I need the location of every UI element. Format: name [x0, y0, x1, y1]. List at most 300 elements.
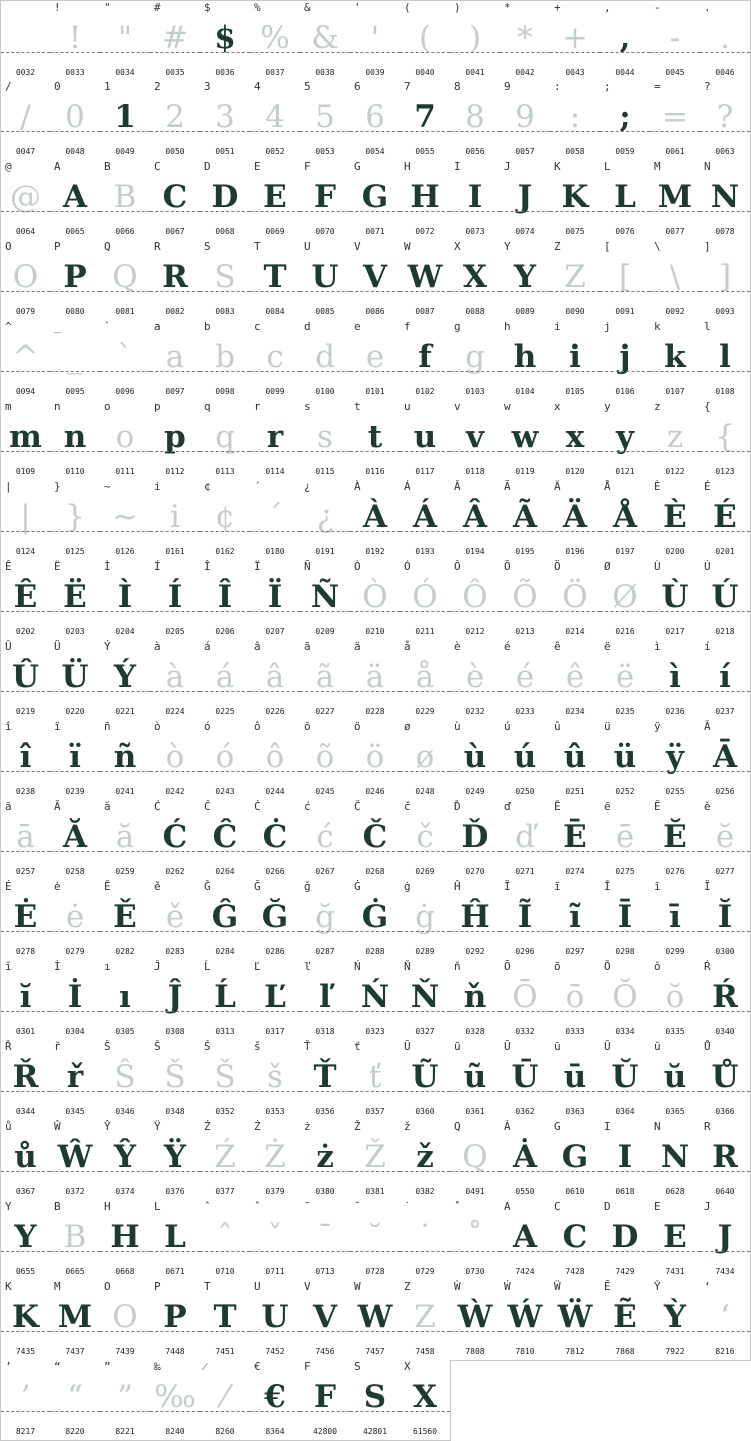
- glyph-preview: Ŷ: [113, 1139, 137, 1175]
- glyph-preview: *: [517, 20, 533, 56]
- glyph-character-label: ]: [704, 240, 711, 253]
- baseline-guide: [50, 211, 100, 212]
- glyph-character-label: (: [404, 1, 411, 14]
- glyph-character-label: ć: [304, 800, 311, 813]
- glyph-character-label: Ď: [454, 800, 461, 813]
- glyph-character-label: ī: [654, 880, 661, 893]
- baseline-guide: [50, 931, 100, 932]
- glyph-code: 0047: [15, 147, 36, 156]
- glyph-code: 0041: [465, 68, 485, 77]
- glyph-preview: ü: [613, 739, 637, 775]
- glyph-character-label: ň: [454, 960, 461, 973]
- baseline-guide: [250, 1011, 300, 1012]
- glyph-character-label: Ö: [554, 560, 561, 573]
- glyph-cell: [300, 1120, 351, 1201]
- glyph-character-label: Y: [504, 240, 511, 253]
- glyph-character-label: D: [604, 1200, 611, 1213]
- glyph-cell: [300, 0, 351, 81]
- baseline-guide: [550, 211, 600, 212]
- glyph-cell: [600, 1040, 651, 1121]
- glyph-cell: [450, 1280, 501, 1361]
- glyph-character-label: R: [704, 1120, 711, 1133]
- glyph-cell: [150, 80, 201, 161]
- glyph-cell: [50, 800, 101, 881]
- glyph-preview: ": [117, 20, 133, 56]
- glyph-character-label: Ỳ: [654, 1280, 661, 1293]
- baseline-guide: [50, 691, 100, 692]
- glyph-character-label: Ľ: [254, 960, 261, 973]
- glyph-preview: Q: [462, 1139, 488, 1175]
- glyph-preview: ı: [119, 979, 131, 1015]
- glyph-code: 0077: [665, 227, 685, 236]
- baseline-guide: [300, 371, 350, 372]
- glyph-preview: +: [562, 20, 588, 56]
- glyph-preview: ġ: [415, 899, 435, 935]
- glyph-code: 0340: [715, 1027, 735, 1036]
- glyph-code: 0108: [715, 387, 735, 396]
- glyph-preview: õ: [315, 739, 335, 775]
- glyph-code: 0259: [115, 867, 135, 876]
- glyph-cell: [650, 1040, 701, 1121]
- glyph-preview: Ì: [117, 579, 133, 615]
- baseline-guide: [500, 1091, 550, 1092]
- glyph-cell: [650, 800, 701, 881]
- glyph-cell: [250, 480, 301, 561]
- glyph-preview: ù: [463, 739, 487, 775]
- glyph-cell: [200, 400, 251, 481]
- baseline-guide: [400, 1091, 450, 1092]
- glyph-preview: :: [569, 99, 581, 135]
- glyph-character-label: Ċ: [254, 800, 261, 813]
- glyph-character-label: û: [554, 720, 561, 733]
- glyph-cell: [300, 960, 351, 1041]
- glyph-preview: ż: [316, 1139, 334, 1175]
- baseline-guide: [400, 531, 450, 532]
- baseline-guide: [1, 1251, 50, 1252]
- glyph-preview: s: [317, 419, 333, 455]
- glyph-cell: [50, 640, 101, 721]
- glyph-preview: Ŵ: [57, 1139, 93, 1175]
- baseline-guide: [250, 1091, 300, 1092]
- glyph-character-label: ë: [604, 640, 611, 653]
- glyph-preview: C: [162, 179, 188, 215]
- glyph-code: 0242: [165, 787, 185, 796]
- glyph-cell: [600, 0, 651, 81]
- glyph-character-label: Ĺ: [204, 960, 211, 973]
- baseline-guide: [450, 1091, 500, 1092]
- glyph-code: 0111: [115, 467, 135, 476]
- glyph-character-label: ù: [454, 720, 461, 733]
- glyph-preview: Ċ: [262, 819, 288, 855]
- glyph-code: 0082: [165, 307, 185, 316]
- baseline-guide: [1, 52, 50, 53]
- glyph-preview: Á: [412, 499, 438, 535]
- glyph-character-label: l: [704, 320, 711, 333]
- glyph-character-label: å: [404, 640, 411, 653]
- glyph-preview: ê: [565, 659, 585, 695]
- baseline-guide: [400, 1331, 450, 1332]
- glyph-preview: Ĉ: [212, 819, 238, 855]
- baseline-guide: [450, 1331, 500, 1332]
- glyph-code: 0361: [465, 1107, 485, 1116]
- glyph-cell: [700, 320, 751, 401]
- glyph-character-label: à: [154, 640, 161, 653]
- glyph-code: 0348: [165, 1107, 185, 1116]
- glyph-character-label: “: [54, 1360, 61, 1373]
- baseline-guide: [700, 691, 750, 692]
- glyph-cell: [600, 1200, 651, 1281]
- glyph-character-label: |: [5, 480, 12, 493]
- glyph-cell: [0, 640, 51, 721]
- baseline-guide: [250, 52, 300, 53]
- baseline-guide: [650, 1091, 700, 1092]
- glyph-preview: Ù: [661, 579, 689, 615]
- baseline-guide: [700, 1331, 750, 1332]
- glyph-code: 0313: [215, 1027, 235, 1036]
- glyph-cell: [250, 240, 301, 321]
- glyph-preview: Ū: [511, 1059, 539, 1095]
- baseline-guide: [550, 371, 600, 372]
- glyph-cell: [400, 720, 451, 801]
- glyph-character-label: Š: [204, 1040, 211, 1053]
- glyph-preview: 2: [165, 99, 185, 135]
- glyph-character-label: X: [454, 240, 461, 253]
- glyph-code: 0089: [515, 307, 535, 316]
- glyph-character-label: Ý: [104, 640, 111, 653]
- glyph-code: 0075: [565, 227, 585, 236]
- glyph-cell: [650, 320, 701, 401]
- baseline-guide: [50, 851, 100, 852]
- glyph-code: 7922: [665, 1347, 685, 1356]
- glyph-preview: Ŕ: [712, 979, 738, 1015]
- glyph-character-label: ': [354, 1, 361, 14]
- baseline-guide: [650, 1011, 700, 1012]
- baseline-guide: [100, 771, 150, 772]
- glyph-cell: [350, 1040, 401, 1121]
- baseline-guide: [450, 1011, 500, 1012]
- glyph-character-label: Ğ: [254, 880, 261, 893]
- glyph-code: 0327: [415, 1027, 435, 1036]
- glyph-cell: [300, 1200, 351, 1281]
- glyph-code: 0098: [215, 387, 235, 396]
- glyph-cell: [50, 400, 101, 481]
- glyph-preview: c: [266, 339, 284, 375]
- glyph-code: 0233: [515, 707, 535, 716]
- baseline-guide: [350, 1411, 400, 1412]
- glyph-code: 0710: [215, 1267, 235, 1276]
- glyph-preview: ğ: [315, 899, 335, 935]
- glyph-character-label: Ï: [254, 560, 261, 573]
- glyph-cell: [150, 240, 201, 321]
- glyph-cell: [0, 240, 51, 321]
- glyph-preview: á: [215, 659, 235, 695]
- glyph-preview: ă: [115, 819, 135, 855]
- glyph-character-label: h: [504, 320, 511, 333]
- glyph-cell: [200, 0, 251, 81]
- glyph-code: 0365: [665, 1107, 685, 1116]
- glyph-cell: [550, 320, 601, 401]
- glyph-code: 0044: [615, 68, 635, 77]
- glyph-cell: [650, 240, 701, 321]
- glyph-cell: [600, 400, 651, 481]
- glyph-preview: A: [512, 1219, 538, 1255]
- glyph-cell: [50, 1280, 101, 1361]
- glyph-cell: [550, 720, 601, 801]
- glyph-preview: H: [110, 1219, 140, 1255]
- glyph-preview: x: [565, 419, 585, 455]
- glyph-cell: [400, 240, 451, 321]
- glyph-character-label: 4: [254, 80, 261, 93]
- glyph-preview: M: [657, 179, 693, 215]
- glyph-preview: ó: [215, 739, 235, 775]
- glyph-cell: [450, 1040, 501, 1121]
- glyph-cell: [250, 320, 301, 401]
- glyph-preview: ˉ: [317, 1219, 333, 1255]
- glyph-preview: ŭ: [663, 1059, 687, 1095]
- glyph-character-label: U: [254, 1280, 261, 1293]
- baseline-guide: [50, 451, 100, 452]
- glyph-preview: ň: [463, 979, 487, 1015]
- glyph-code: 0032: [15, 68, 36, 77]
- glyph-character-label: ė: [54, 880, 61, 893]
- glyph-code: 0197: [615, 547, 635, 556]
- glyph-preview: G: [561, 1139, 589, 1175]
- glyph-character-label: ŏ: [654, 960, 661, 973]
- baseline-guide: [600, 531, 650, 532]
- glyph-cell: [200, 560, 251, 641]
- baseline-guide: [550, 1331, 600, 1332]
- glyph-cell: [350, 960, 401, 1041]
- glyph-cell: [150, 560, 201, 641]
- glyph-cell: [500, 480, 551, 561]
- glyph-code: 0093: [715, 307, 735, 316]
- glyph-preview: B: [113, 179, 137, 215]
- glyph-character-label: ā: [5, 800, 12, 813]
- glyph-cell: [200, 80, 251, 161]
- glyph-code: 0357: [365, 1107, 385, 1116]
- glyph-character-label: i: [554, 320, 561, 333]
- glyph-cell: [300, 320, 351, 401]
- baseline-guide: [1, 291, 50, 292]
- glyph-cell: [50, 1040, 101, 1121]
- glyph-cell: [150, 720, 201, 801]
- glyph-character-label: N: [704, 160, 711, 173]
- glyph-preview: ¢: [215, 499, 235, 535]
- glyph-cell: [0, 880, 51, 961]
- glyph-preview: I: [617, 1139, 633, 1175]
- glyph-cell: [250, 880, 301, 961]
- glyph-code: 0101: [365, 387, 385, 396]
- glyph-code: 0286: [265, 947, 285, 956]
- glyph-character-label: Ì: [104, 560, 111, 573]
- glyph-preview: ?: [716, 99, 734, 135]
- glyph-code: 0362: [515, 1107, 535, 1116]
- glyph-preview: #: [162, 20, 188, 56]
- glyph-preview: À: [362, 499, 388, 535]
- glyph-code: 0665: [65, 1267, 85, 1276]
- baseline-guide: [350, 131, 400, 132]
- glyph-cell: [350, 160, 401, 241]
- glyph-code: 0052: [265, 147, 285, 156]
- glyph-code: 0038: [315, 68, 335, 77]
- baseline-guide: [500, 771, 550, 772]
- glyph-character-label: =: [654, 80, 661, 93]
- glyph-code: 8216: [715, 1347, 735, 1356]
- baseline-guide: [250, 291, 300, 292]
- glyph-code: 0078: [715, 227, 735, 236]
- baseline-guide: [550, 291, 600, 292]
- baseline-guide: [350, 611, 400, 612]
- glyph-cell: [700, 480, 751, 561]
- glyph-cell: [100, 1120, 151, 1201]
- glyph-cell: [0, 400, 51, 481]
- glyph-cell: [100, 560, 151, 641]
- glyph-preview: Ĕ: [663, 819, 687, 855]
- glyph-character-label: D: [204, 160, 211, 173]
- glyph-character-label: ): [454, 1, 461, 14]
- glyph-character-label: č: [404, 800, 411, 813]
- baseline-guide: [650, 691, 700, 692]
- baseline-guide: [300, 1091, 350, 1092]
- glyph-preview: Ü: [61, 659, 89, 695]
- glyph-cell: [200, 960, 251, 1041]
- glyph-code: 0058: [565, 147, 585, 156]
- glyph-character-label: B: [104, 160, 111, 173]
- glyph-code: 0245: [315, 787, 335, 796]
- glyph-character-label: ž: [404, 1120, 411, 1133]
- glyph-code: 0040: [415, 68, 435, 77]
- glyph-cell: [300, 560, 351, 641]
- glyph-character-label: ġ: [404, 880, 411, 893]
- baseline-guide: [350, 52, 400, 53]
- glyph-code: 0372: [65, 1187, 85, 1196]
- glyph-code: 0121: [615, 467, 635, 476]
- baseline-guide: [600, 1251, 650, 1252]
- glyph-preview: 7: [414, 99, 436, 135]
- glyph-cell: [100, 800, 151, 881]
- glyph-cell: [100, 960, 151, 1041]
- glyph-preview: Ğ: [261, 899, 289, 935]
- baseline-guide: [150, 1011, 200, 1012]
- glyph-preview: P: [63, 259, 87, 295]
- glyph-code: 0251: [565, 787, 585, 796]
- glyph-cell: [650, 1200, 701, 1281]
- baseline-guide: [500, 371, 550, 372]
- glyph-code: 7457: [365, 1347, 385, 1356]
- baseline-guide: [650, 52, 700, 53]
- baseline-guide: [1, 771, 50, 772]
- glyph-code: 0071: [365, 227, 385, 236]
- baseline-guide: [400, 931, 450, 932]
- glyph-code: 0332: [515, 1027, 535, 1036]
- glyph-cell: [0, 0, 51, 81]
- glyph-cell: [450, 960, 501, 1041]
- glyph-preview: í: [719, 659, 731, 695]
- glyph-character-label: Ň: [404, 960, 411, 973]
- glyph-code: 0379: [265, 1187, 285, 1196]
- baseline-guide: [1, 131, 50, 132]
- glyph-code: 0305: [115, 1027, 135, 1036]
- glyph-code: 0298: [615, 947, 635, 956]
- glyph-character-label: È: [654, 480, 661, 493]
- glyph-cell: [300, 640, 351, 721]
- baseline-guide: [250, 1251, 300, 1252]
- glyph-code: 0123: [715, 467, 735, 476]
- baseline-guide: [350, 531, 400, 532]
- baseline-guide: [500, 611, 550, 612]
- glyph-character-label: G: [354, 160, 361, 173]
- glyph-code: 0088: [465, 307, 485, 316]
- glyph-preview: Ē: [563, 819, 587, 855]
- glyph-preview: ´: [267, 499, 283, 535]
- glyph-cell: [350, 400, 401, 481]
- glyph-code: 0266: [265, 867, 285, 876]
- glyph-code: 0043: [565, 68, 585, 77]
- glyph-character-label: !: [54, 1, 61, 14]
- glyph-preview: r: [266, 419, 284, 455]
- glyph-character-label: é: [504, 640, 511, 653]
- glyph-character-label: ;: [604, 80, 611, 93]
- baseline-guide: [300, 1251, 350, 1252]
- glyph-preview: S: [363, 1379, 387, 1415]
- baseline-guide: [400, 451, 450, 452]
- glyph-cell: [600, 640, 651, 721]
- glyph-character-label: W: [404, 240, 411, 253]
- glyph-cell: [400, 640, 451, 721]
- glyph-preview: ¿: [316, 499, 334, 535]
- glyph-code: 0202: [15, 627, 36, 636]
- baseline-guide: [350, 291, 400, 292]
- glyph-preview: Ÿ: [163, 1139, 187, 1175]
- baseline-guide: [400, 291, 450, 292]
- glyph-character-label: ˆ: [204, 1200, 211, 1213]
- glyph-character-label: m: [5, 400, 12, 413]
- glyph-preview: ė: [65, 899, 85, 935]
- baseline-guide: [500, 931, 550, 932]
- glyph-cell: [100, 320, 151, 401]
- glyph-preview: Ė: [13, 899, 38, 935]
- glyph-cell: [400, 1120, 451, 1201]
- glyph-preview: q: [215, 419, 235, 455]
- baseline-guide: [1, 451, 50, 452]
- glyph-cell: [550, 1120, 601, 1201]
- glyph-preview: b: [215, 339, 235, 375]
- glyph-preview: u: [413, 419, 437, 455]
- glyph-preview: A: [62, 179, 88, 215]
- glyph-character-label: A: [504, 1200, 511, 1213]
- glyph-character-label: 2: [154, 80, 161, 93]
- glyph-preview: V: [362, 259, 388, 295]
- baseline-guide: [600, 291, 650, 292]
- glyph-character-label: ŭ: [654, 1040, 661, 1053]
- baseline-guide: [400, 691, 450, 692]
- glyph-preview: g: [465, 339, 485, 375]
- glyph-code: 0068: [215, 227, 235, 236]
- glyph-cell: [350, 480, 401, 561]
- glyph-cell: [50, 1360, 101, 1441]
- glyph-code: 0353: [265, 1107, 285, 1116]
- glyph-cell: [0, 480, 51, 561]
- glyph-cell: [350, 880, 401, 961]
- glyph-code: 0628: [665, 1187, 685, 1196]
- glyph-code: 0279: [65, 947, 85, 956]
- glyph-code: 0258: [65, 867, 85, 876]
- glyph-code: 0034: [115, 68, 135, 77]
- glyph-preview: Í: [167, 579, 183, 615]
- glyph-character-label: Ó: [404, 560, 411, 573]
- glyph-preview: %: [260, 20, 290, 56]
- glyph-code: 0711: [265, 1267, 285, 1276]
